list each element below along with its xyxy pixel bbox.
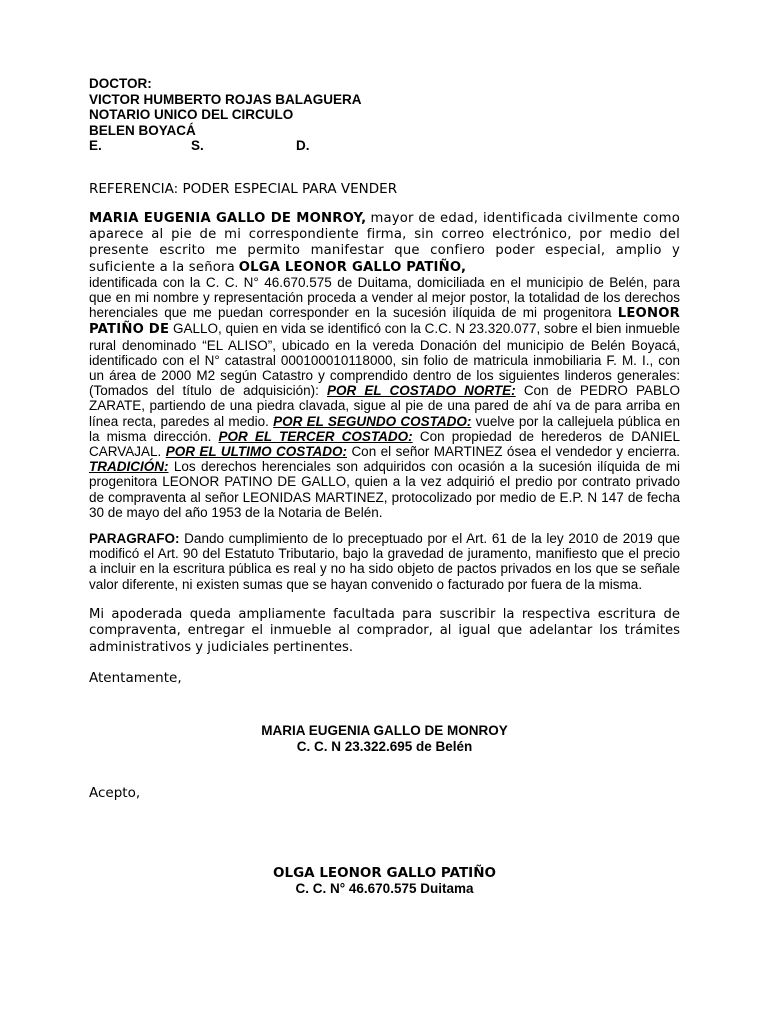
property-text: GALLO, quien en vida se identificó con la C.C. N 23.320.077, sobre el bien inmueble rural denominado “EL ALISO”, ubicado en la vereda Donación del municipio de Belén Boyacá, identificado con el N° catastral 000100010118000, sin folio de matricula inmobiliaria F. M. I., con un área de 2000 M2 según Catastro y comprendido dentro de los siguientes linderos generales: (Tomados del título de adquisición):: [89, 321, 680, 399]
main-paragraph: [89, 275, 680, 520]
boundary-last-label: POR EL ULTIMO COSTADO:: [165, 444, 347, 460]
intro-text: mayor de edad, identificada civilmente como aparece al pie de mi correspondiente firma, sin correo electrónico, por medio del presente escrito me permito manifestar que confiero poder especial, amplio y suficiente a la señora: [89, 210, 680, 275]
paragrafo-paragraph: [89, 531, 680, 592]
paragrafo-label: PARAGRAFO:: [89, 531, 180, 547]
grantor-signature-id: C. C. N 23.322.695 de Belén: [296, 739, 473, 755]
boundary-north-label: POR EL COSTADO NORTE:: [327, 383, 516, 399]
esd-line: [89, 138, 680, 154]
identification-text: identificada con la C. C. N° 46.670.575 de Duitama, domiciliada en el municipio de Belén, para que en mi nombre y representación proceda a vender al mejor postor, la totalidad de los derechos herenciales que me puedan corresponder en la sucesión ilíquida de mi progenitora: [89, 274, 680, 321]
progenitor-name: LEONOR PATIÑO DE: [89, 306, 680, 338]
tradition-text: Los derechos herenciales son adquiridos con ocasión a la sucesión ilíquida de mi progenitora LEONOR PATINO DE GALLO, quien a la vez adquirió el predio por contrato privado de compraventa al señor LEONIDAS MARTINEZ, protocolizado por medio de E.P. N 147 de fecha 30 de mayo del año 1953 de la Notaria de Belén.: [89, 459, 680, 520]
attorney-signature-id: C. C. N° 46.670.575 Duitama: [295, 881, 474, 897]
addressee-name: VICTOR HUMBERTO ROJAS BALAGUERA: [89, 91, 362, 107]
boundary-third-text: Con propiedad de herederos de DANIEL CARVAJAL.: [89, 428, 680, 460]
addressee-title: DOCTOR:: [89, 76, 152, 91]
boundary-last-text: Con el señor MARTINEZ ósea el vendedor y encierra.: [351, 444, 680, 460]
grantor-signature-name: MARIA EUGENIA GALLO DE MONROY: [261, 723, 508, 739]
boundary-second-text: vuelve por la callejuela pública en la misma dirección.: [89, 413, 680, 444]
addressee-position: NOTARIO UNICO DEL CIRCULO: [89, 107, 294, 123]
attorney-signature-name: OLGA LEONOR GALLO PATIÑO: [273, 865, 496, 882]
boundary-second-label: POR EL SEGUNDO COSTADO:: [273, 413, 472, 429]
reference-line: REFERENCIA: PODER ESPECIAL PARA VENDER: [89, 180, 398, 197]
addressee-location: BELEN BOYACÁ: [89, 122, 196, 138]
closing-text: Atentamente,: [89, 670, 182, 687]
boundary-north-text: Con de PEDRO PABLO ZARATE, partiendo de una piedra clavada, sigue al pie de una pared de ahí va de para arriba en línea recta, paredes al medio.: [89, 383, 681, 429]
boundary-third-label: POR EL TERCER COSTADO:: [218, 428, 413, 444]
main-paragraph-intro: [89, 210, 680, 275]
grantor-name: MARIA EUGENIA GALLO DE MONROY,: [89, 210, 367, 226]
addressee-block: [89, 76, 680, 154]
tradition-label: TRADICIÓN:: [89, 459, 169, 475]
esd-d: D.: [296, 138, 310, 154]
esd-s: S.: [191, 138, 204, 154]
paragrafo-text: Dando cumplimiento de lo preceptuado por el Art. 61 de la ley 2010 de 2019 que modificó el Art. 90 del Estatuto Tributario, bajo la gravedad de juramento, manifiesto que el precio a incluir en la escritura pública es real y no ha sido objeto de pactos privados en los que se señale valor diferente, ni existen sumas que se hayan convenido o facturado por fuera de la misma.: [89, 531, 680, 592]
acceptance-text: Acepto,: [89, 785, 141, 802]
esd-e: E.: [89, 138, 102, 154]
faculties-paragraph: Mi apoderada queda ampliamente facultada para suscribir la respectiva escritura de compraventa, entregar el inmueble al comprador, al igual que adelantar los trámites administrativos y judiciales pertinentes.: [89, 606, 680, 655]
attorney-name: OLGA LEONOR GALLO PATIÑO,: [238, 259, 467, 275]
